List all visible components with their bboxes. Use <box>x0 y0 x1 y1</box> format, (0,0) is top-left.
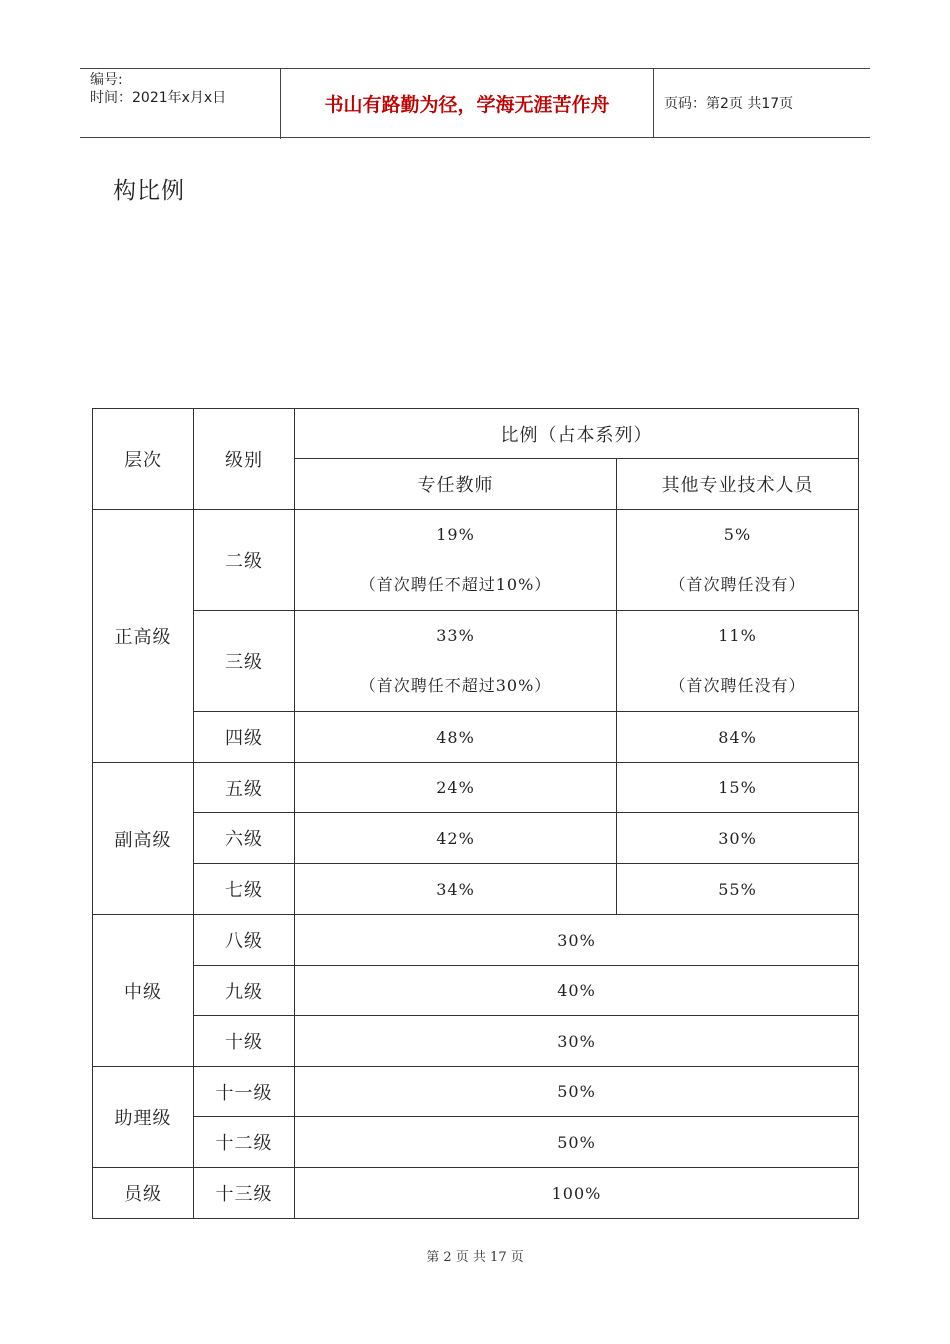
other-value: 15% <box>617 763 859 813</box>
table-row <box>93 1117 859 1168</box>
ratio-table <box>92 408 859 1219</box>
other-cell <box>617 510 859 611</box>
shared-value: 30% <box>295 915 859 966</box>
other-note: （首次聘任没有） <box>669 575 806 594</box>
section-heading: 构比例 <box>113 178 185 204</box>
teacher-value: 34% <box>295 864 617 915</box>
grade-cell: 十级 <box>194 1016 295 1067</box>
level-cell: 正高级 <box>93 510 194 763</box>
grade-cell: 六级 <box>194 813 295 864</box>
table-row <box>93 1067 859 1117</box>
table-row <box>93 915 859 966</box>
grade-cell: 三级 <box>194 611 295 712</box>
other-value: 5% <box>723 525 752 544</box>
level-cell: 副高级 <box>93 763 194 915</box>
teacher-value: 42% <box>295 813 617 864</box>
grade-cell: 二级 <box>194 510 295 611</box>
col-other-header: 其他专业技术人员 <box>617 459 859 510</box>
grade-cell: 七级 <box>194 864 295 915</box>
teacher-value: 33% <box>436 626 475 645</box>
shared-value: 50% <box>295 1117 859 1168</box>
grade-cell: 四级 <box>194 712 295 763</box>
level-cell: 助理级 <box>93 1067 194 1168</box>
grade-cell: 十二级 <box>194 1117 295 1168</box>
number-label: 编号: <box>90 72 123 88</box>
table-row <box>93 510 859 611</box>
table-row <box>93 1016 859 1067</box>
table-row <box>93 1168 859 1219</box>
teacher-cell <box>295 611 617 712</box>
time-label: 时间：2021年x月x日 <box>90 90 227 106</box>
page-header <box>80 68 870 138</box>
teacher-note: （首次聘任不超过30%） <box>359 676 552 695</box>
teacher-value: 48% <box>295 712 617 763</box>
page-footer: 第 2 页 共 17 页 <box>426 1250 524 1265</box>
grade-cell: 八级 <box>194 915 295 966</box>
teacher-note: （首次聘任不超过10%） <box>359 575 552 594</box>
other-value: 55% <box>617 864 859 915</box>
table-row <box>93 712 859 763</box>
level-cell: 中级 <box>93 915 194 1067</box>
col-ratio-header: 比例（占本系列） <box>295 409 859 459</box>
table-row <box>93 813 859 864</box>
table-row <box>93 966 859 1016</box>
grade-cell: 五级 <box>194 763 295 813</box>
table-row <box>93 763 859 813</box>
shared-value: 40% <box>295 966 859 1016</box>
teacher-value: 19% <box>436 525 475 544</box>
grade-cell: 九级 <box>194 966 295 1016</box>
header-page-info: 页码：第2页 共17页 <box>664 96 794 112</box>
col-teacher-header: 专任教师 <box>295 459 617 510</box>
shared-value: 100% <box>295 1168 859 1219</box>
teacher-cell <box>295 510 617 611</box>
teacher-value: 24% <box>295 763 617 813</box>
shared-value: 30% <box>295 1016 859 1067</box>
table-row <box>93 611 859 712</box>
other-value: 30% <box>617 813 859 864</box>
grade-cell: 十一级 <box>194 1067 295 1117</box>
other-cell <box>617 611 859 712</box>
level-cell: 员级 <box>93 1168 194 1219</box>
other-note: （首次聘任没有） <box>669 676 806 695</box>
header-meta <box>80 69 281 139</box>
col-level-header: 层次 <box>93 409 194 510</box>
grade-cell: 十三级 <box>194 1168 295 1219</box>
table-row <box>93 864 859 915</box>
header-motto: 书山有路勤为径，学海无涯苦作舟 <box>281 69 654 137</box>
other-value: 84% <box>617 712 859 763</box>
other-value: 11% <box>718 626 757 645</box>
shared-value: 50% <box>295 1067 859 1117</box>
col-grade-header: 级别 <box>194 409 295 510</box>
